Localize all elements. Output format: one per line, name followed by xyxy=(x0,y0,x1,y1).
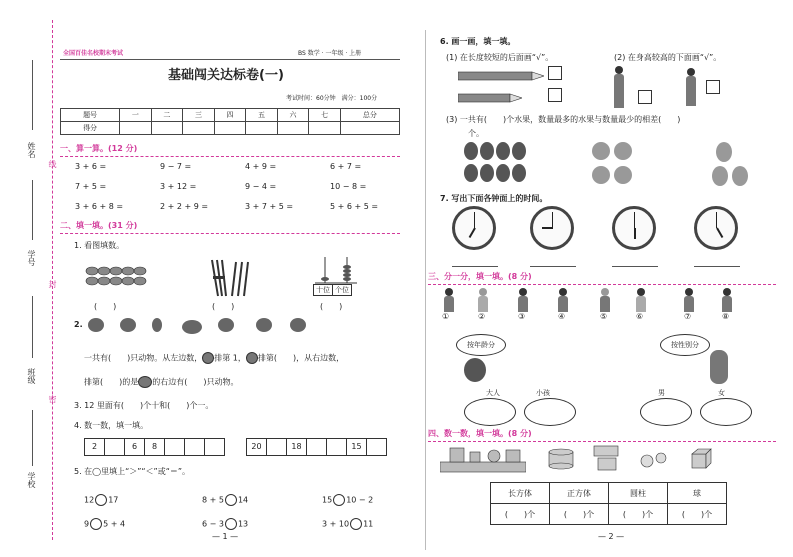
short-person-icon xyxy=(684,68,698,108)
equation[interactable]: 9 − 7 = xyxy=(160,162,192,171)
student-id-field[interactable] xyxy=(32,180,33,240)
equation[interactable]: 5 + 6 + 5 = xyxy=(330,202,379,211)
animal-icon xyxy=(152,318,162,332)
sequence-cell[interactable] xyxy=(267,439,287,455)
long-pencil-icon xyxy=(458,66,544,85)
animal-icon xyxy=(256,318,272,332)
score-cell[interactable] xyxy=(183,122,215,135)
strawberry-group-icon xyxy=(464,142,564,188)
section-4-heading: 四、数一数，填一填。(8 分) xyxy=(428,429,532,438)
mouse-icon xyxy=(710,350,728,384)
q2-text: 排第( )，从右边数， xyxy=(257,353,345,363)
section-divider xyxy=(428,284,776,285)
question-4: 4. 数一数，填一填。 xyxy=(74,421,149,430)
sequence-cell[interactable]: 2 xyxy=(85,439,105,455)
clock-face xyxy=(530,206,574,250)
cmp-left: 6 − 3 xyxy=(202,519,224,529)
animal-icon xyxy=(218,318,234,332)
compare-circle[interactable] xyxy=(333,494,345,506)
person-icon xyxy=(516,288,530,312)
person-label: ⑧ xyxy=(722,312,730,321)
shape-header: 圆柱 xyxy=(609,483,668,504)
category-adult: 大人 xyxy=(486,389,500,397)
school-label: 学校 xyxy=(27,472,36,488)
pear-group-icon xyxy=(712,142,772,188)
cmp-right: 17 xyxy=(108,495,119,505)
sequence-cell[interactable]: 20 xyxy=(247,439,267,455)
ones-label: 个位 xyxy=(335,286,349,294)
clock-face xyxy=(694,206,738,250)
clock-face xyxy=(612,206,656,250)
question-5: 5. 在◯里填上“＞”“＜”或“＝”。 xyxy=(74,467,190,476)
equation[interactable]: 10 − 8 = xyxy=(330,182,367,191)
section-3-heading: 三、分一分，填一填。(8 分) xyxy=(428,272,532,281)
cmp-right: 13 xyxy=(237,519,249,529)
class-label: 班级 xyxy=(27,368,36,384)
shape-header: 长方体 xyxy=(491,483,550,504)
minute-hand xyxy=(716,212,717,228)
shape-header: 球 xyxy=(668,483,727,504)
score-cell[interactable] xyxy=(340,122,399,135)
count-blank[interactable]: ( )个 xyxy=(491,504,550,525)
count-blank[interactable]: ( )个 xyxy=(550,504,609,525)
compare-circle[interactable] xyxy=(90,518,102,530)
apple-group-icon xyxy=(592,142,652,188)
puppy-icon xyxy=(464,358,486,382)
person-icon xyxy=(598,288,612,312)
class-field[interactable] xyxy=(32,296,33,358)
cmp-right: 10 − 2 xyxy=(346,495,374,505)
shape-header: 正方体 xyxy=(550,483,609,504)
sequence-cell[interactable]: 8 xyxy=(145,439,165,455)
page-title: 基础闯关达标卷(一) xyxy=(168,68,284,83)
animal-icon xyxy=(120,318,136,332)
minute-hand xyxy=(552,212,553,228)
person-icon xyxy=(634,288,648,312)
school-field[interactable] xyxy=(32,410,33,466)
question-6-3-tail: 个。 xyxy=(468,129,484,138)
answer-blank[interactable]: ( ) xyxy=(94,302,117,311)
header-rule xyxy=(60,59,400,60)
check-box[interactable] xyxy=(548,88,562,102)
cmp-left: 9 xyxy=(84,519,90,529)
clock-face xyxy=(452,206,496,250)
category-child: 小孩 xyxy=(536,389,550,397)
person-icon xyxy=(682,288,696,312)
question-6-2: (2) 在身高较高的下面画“√”。 xyxy=(614,53,722,62)
q2-text: 的右边有( )只动物。 xyxy=(152,377,239,387)
score-header-cell: 五 xyxy=(246,109,278,122)
animal-icon xyxy=(202,352,214,364)
question-2-number: 2. xyxy=(74,320,83,329)
compare-circle[interactable] xyxy=(225,518,237,530)
exam-info: 考试时间：60分钟 满分：100分 xyxy=(286,95,378,102)
score-header-cell: 七 xyxy=(309,109,341,122)
ball-icon xyxy=(640,452,668,474)
cmp-right: 11 xyxy=(363,519,374,529)
animal-icon xyxy=(290,318,306,332)
sequence-cell[interactable] xyxy=(105,439,125,455)
equation[interactable]: 7 + 5 = xyxy=(75,182,107,191)
question-6-3: (3) 一共有( )个水果，数量最多的水果与数量最少的相差( ) xyxy=(446,115,681,124)
time-answer-line[interactable] xyxy=(452,266,498,267)
cmp-left: 15 xyxy=(322,495,333,505)
abacus-place-labels xyxy=(313,284,352,296)
elephant-icon xyxy=(138,376,152,388)
sequence-cell[interactable] xyxy=(307,439,327,455)
score-cell[interactable] xyxy=(277,122,309,135)
person-label: ⑤ xyxy=(600,312,608,321)
animal-icon xyxy=(88,318,104,332)
person-label: ① xyxy=(442,312,450,321)
page-number: — 1 — xyxy=(212,532,239,541)
question-6: 6. 画一画，填一填。 xyxy=(440,37,516,46)
comparison-grid xyxy=(84,488,404,536)
page-1 xyxy=(60,0,420,557)
score-header-cell: 总分 xyxy=(340,109,399,122)
person-label: ⑥ xyxy=(636,312,644,321)
compare-circle[interactable] xyxy=(350,518,362,530)
section-1-heading: 一、算一算。(12 分) xyxy=(60,144,138,153)
equation[interactable]: 9 − 4 = xyxy=(245,182,277,191)
equation[interactable]: 3 + 7 + 5 = xyxy=(245,202,294,211)
sequence-cell[interactable] xyxy=(367,439,386,455)
cylinder-icon xyxy=(546,448,576,474)
sequence-cell[interactable]: 6 xyxy=(125,439,145,455)
number-sequence-1 xyxy=(84,438,225,456)
cube-icon xyxy=(690,448,712,474)
minute-hand xyxy=(634,212,635,228)
number-sequence-2 xyxy=(246,438,387,456)
equation[interactable]: 3 + 12 = xyxy=(160,182,197,191)
equation[interactable]: 4 + 9 = xyxy=(245,162,277,171)
section-2-heading: 二、填一填。(31 分) xyxy=(60,221,138,230)
tens-label: 十位 xyxy=(314,285,333,295)
count-blank[interactable]: ( )个 xyxy=(609,504,668,525)
equation[interactable]: 3 + 6 + 8 = xyxy=(75,202,124,211)
question-6-1: (1) 在长度较短的后面画“√”。 xyxy=(446,53,554,62)
sequence-cell[interactable] xyxy=(165,439,185,455)
score-cell[interactable] xyxy=(246,122,278,135)
score-header-cell: 四 xyxy=(214,109,246,122)
person-icon xyxy=(476,288,490,312)
answer-blank[interactable]: ( ) xyxy=(320,302,343,311)
answer-blank[interactable]: ( ) xyxy=(212,302,235,311)
sequence-cell[interactable] xyxy=(205,439,224,455)
count-blank[interactable]: ( )个 xyxy=(668,504,727,525)
check-box[interactable] xyxy=(706,80,720,94)
page-divider xyxy=(425,30,426,550)
section-divider xyxy=(428,441,776,442)
edition-label: BS 数学 · 一年级 · 上册 xyxy=(298,50,362,57)
person-icon xyxy=(556,288,570,312)
person-icon xyxy=(720,288,734,312)
box-shapes-icon xyxy=(592,444,622,476)
equation[interactable]: 2 + 2 + 9 = xyxy=(160,202,209,211)
question-7: 7. 写出下面各钟面上的时间。 xyxy=(440,194,548,203)
animal-icon xyxy=(246,352,258,364)
cut-mark: 线 xyxy=(48,160,57,168)
question-3: 3. 12 里面有( )个十和( )个一。 xyxy=(74,401,214,410)
binding-margin xyxy=(0,0,60,557)
short-pencil-icon xyxy=(458,88,522,107)
q2-text: 排第( )的是 xyxy=(84,377,139,387)
score-table xyxy=(60,108,400,135)
tall-person-icon xyxy=(612,66,626,108)
answer-oval[interactable] xyxy=(524,398,576,426)
cut-mark: 密 xyxy=(48,395,57,403)
answer-oval[interactable] xyxy=(700,398,752,426)
question-2-line-1 xyxy=(84,352,344,364)
person-labels xyxy=(442,312,762,321)
question-1: 1. 看图填数。 xyxy=(74,241,125,250)
score-row-label: 得分 xyxy=(61,122,120,135)
sequence-cell[interactable] xyxy=(185,439,205,455)
thought-bubble: 按年龄分 xyxy=(456,334,506,356)
score-cell[interactable] xyxy=(309,122,341,135)
minute-hand xyxy=(474,212,475,228)
person-label: ⑦ xyxy=(684,312,692,321)
series-label: 全国百佳名校期末考试 xyxy=(63,50,124,57)
score-header-cell: 题号 xyxy=(61,109,120,122)
person-label: ③ xyxy=(518,312,526,321)
equation[interactable]: 6 + 7 = xyxy=(330,162,362,171)
answer-oval[interactable] xyxy=(464,398,516,426)
stick-bundle-icon xyxy=(208,258,254,302)
block-stack-icon xyxy=(440,444,526,478)
coin-stack-icon xyxy=(84,265,154,285)
answer-oval[interactable] xyxy=(640,398,692,426)
animal-icon xyxy=(182,320,202,334)
name-label: 姓名 xyxy=(27,142,36,158)
hour-hand xyxy=(716,228,723,239)
sequence-cell[interactable]: 15 xyxy=(347,439,367,455)
page-number: — 2 — xyxy=(598,532,625,541)
compare-circle[interactable] xyxy=(225,494,237,506)
name-field[interactable] xyxy=(32,60,33,130)
check-box[interactable] xyxy=(638,90,652,104)
student-id-label: 学号 xyxy=(27,250,36,266)
time-answer-line[interactable] xyxy=(694,266,740,267)
time-answer-line[interactable] xyxy=(612,266,658,267)
q2-text: 排第 1， xyxy=(214,353,246,363)
time-answer-line[interactable] xyxy=(530,266,576,267)
compare-circle[interactable] xyxy=(95,494,107,506)
question-2-line-2 xyxy=(84,376,239,388)
cmp-left: 12 xyxy=(84,495,95,505)
hour-hand xyxy=(634,228,636,239)
person-icon xyxy=(442,288,456,312)
person-label: ② xyxy=(478,312,486,321)
thought-bubble: 按性别分 xyxy=(660,334,710,356)
score-cell[interactable] xyxy=(214,122,246,135)
check-box[interactable] xyxy=(548,66,562,80)
section-divider xyxy=(60,156,400,157)
arithmetic-grid xyxy=(75,162,415,222)
cmp-right: 5 + 4 xyxy=(103,519,126,529)
score-header-cell: 二 xyxy=(151,109,183,122)
score-cell[interactable] xyxy=(120,122,152,135)
category-male: 男 xyxy=(658,389,665,397)
page-2 xyxy=(428,0,788,557)
shape-count-table xyxy=(490,482,727,525)
score-cell[interactable] xyxy=(151,122,183,135)
cmp-right: 14 xyxy=(237,495,249,505)
q2-text: 一共有( )只动物。从左边数， xyxy=(84,353,203,363)
section-divider xyxy=(60,233,400,234)
cut-mark: 封 xyxy=(48,280,57,288)
sequence-cell[interactable] xyxy=(327,439,347,455)
person-label: ④ xyxy=(558,312,566,321)
sequence-cell[interactable]: 18 xyxy=(287,439,307,455)
hour-hand xyxy=(469,228,476,239)
category-female: 女 xyxy=(718,389,725,397)
equation[interactable]: 3 + 6 = xyxy=(75,162,107,171)
score-header-cell: 六 xyxy=(277,109,309,122)
cmp-left: 8 + 5 xyxy=(202,495,224,505)
score-header-cell: 一 xyxy=(120,109,152,122)
cmp-left: 3 + 10 xyxy=(322,519,350,529)
score-header-cell: 三 xyxy=(183,109,215,122)
